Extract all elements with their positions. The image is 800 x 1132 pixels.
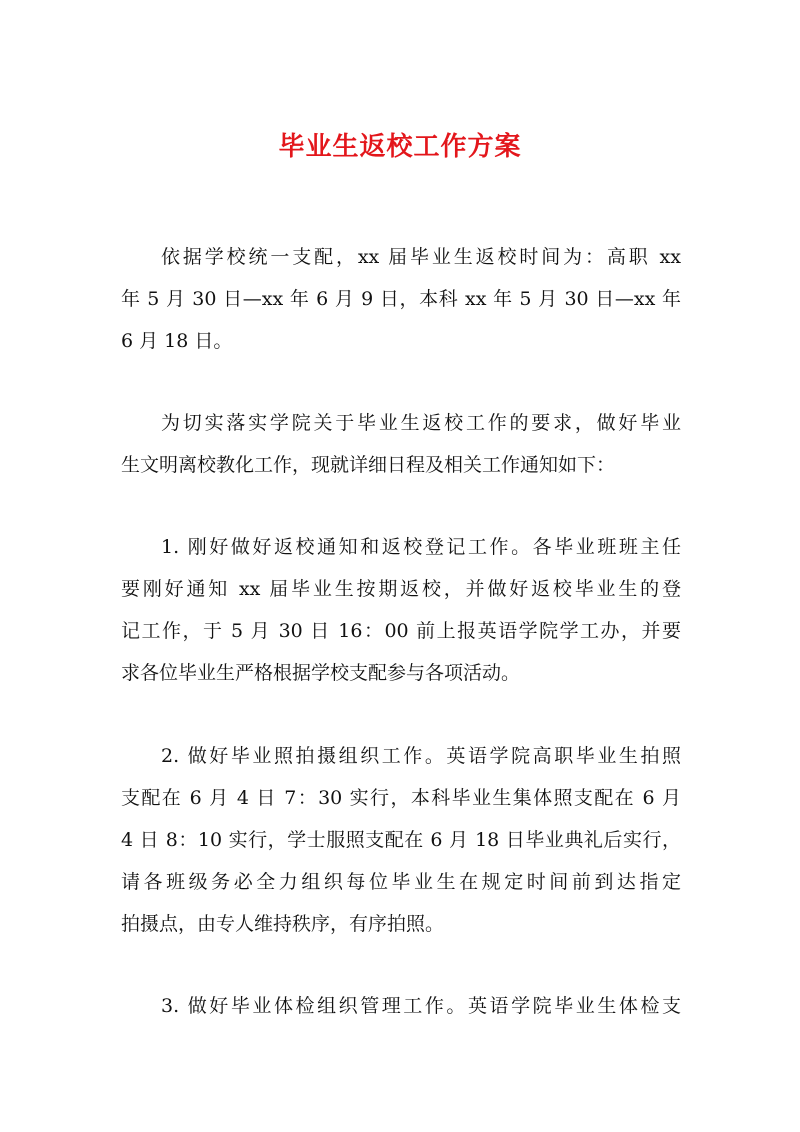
paragraph-item-3 (121, 985, 681, 1027)
document-title: 毕业生返校工作方案 (278, 132, 522, 162)
paragraph-line: 生文明离校教化工作，现就详细日程及相关工作通知如下： (121, 454, 616, 476)
paragraph-line: 1. 刚好做好返校通知和返校登记工作。各毕业班班主任 (161, 536, 681, 558)
paragraph-line: 6 月 18 日。 (121, 330, 233, 352)
paragraph-line: 记工作，于 5 月 30 日 16：00 前上报英语学院学工办，并要 (121, 620, 681, 642)
paragraph-line: 4 日 8：10 实行，学士服照支配在 6 月 18 日毕业典礼后实行， (121, 829, 681, 851)
paragraph-intro (121, 402, 681, 486)
paragraph-line: 依据学校统一支配，xx 届毕业生返校时间为：高职 xx (161, 246, 681, 268)
paragraph-item-1 (121, 526, 681, 694)
paragraph-line: 年 5 月 30 日—xx 年 6 月 9 日，本科 xx 年 5 月 30 日—xx 年 (121, 288, 681, 310)
paragraph-line: 3. 做好毕业体检组织管理工作。英语学院毕业生体检支 (161, 995, 681, 1017)
paragraph-line: 请各班级务必全力组织每位毕业生在规定时间前到达指定 (121, 871, 681, 893)
paragraph-line: 支配在 6 月 4 日 7：30 实行，本科毕业生集体照支配在 6 月 (121, 787, 681, 809)
paragraph-item-2 (121, 735, 681, 945)
paragraph-return-schedule (121, 236, 681, 362)
paragraph-line: 2. 做好毕业照拍摄组织工作。英语学院高职毕业生拍照 (161, 745, 681, 767)
paragraph-line: 求各位毕业生严格根据学校支配参与各项活动。 (121, 662, 521, 684)
paragraph-line: 为切实落实学院关于毕业生返校工作的要求，做好毕业 (161, 412, 681, 434)
paragraph-line: 要刚好通知 xx 届毕业生按期返校，并做好返校毕业生的登 (121, 578, 681, 600)
paragraph-line: 拍摄点，由专人维持秩序，有序拍照。 (121, 913, 445, 935)
